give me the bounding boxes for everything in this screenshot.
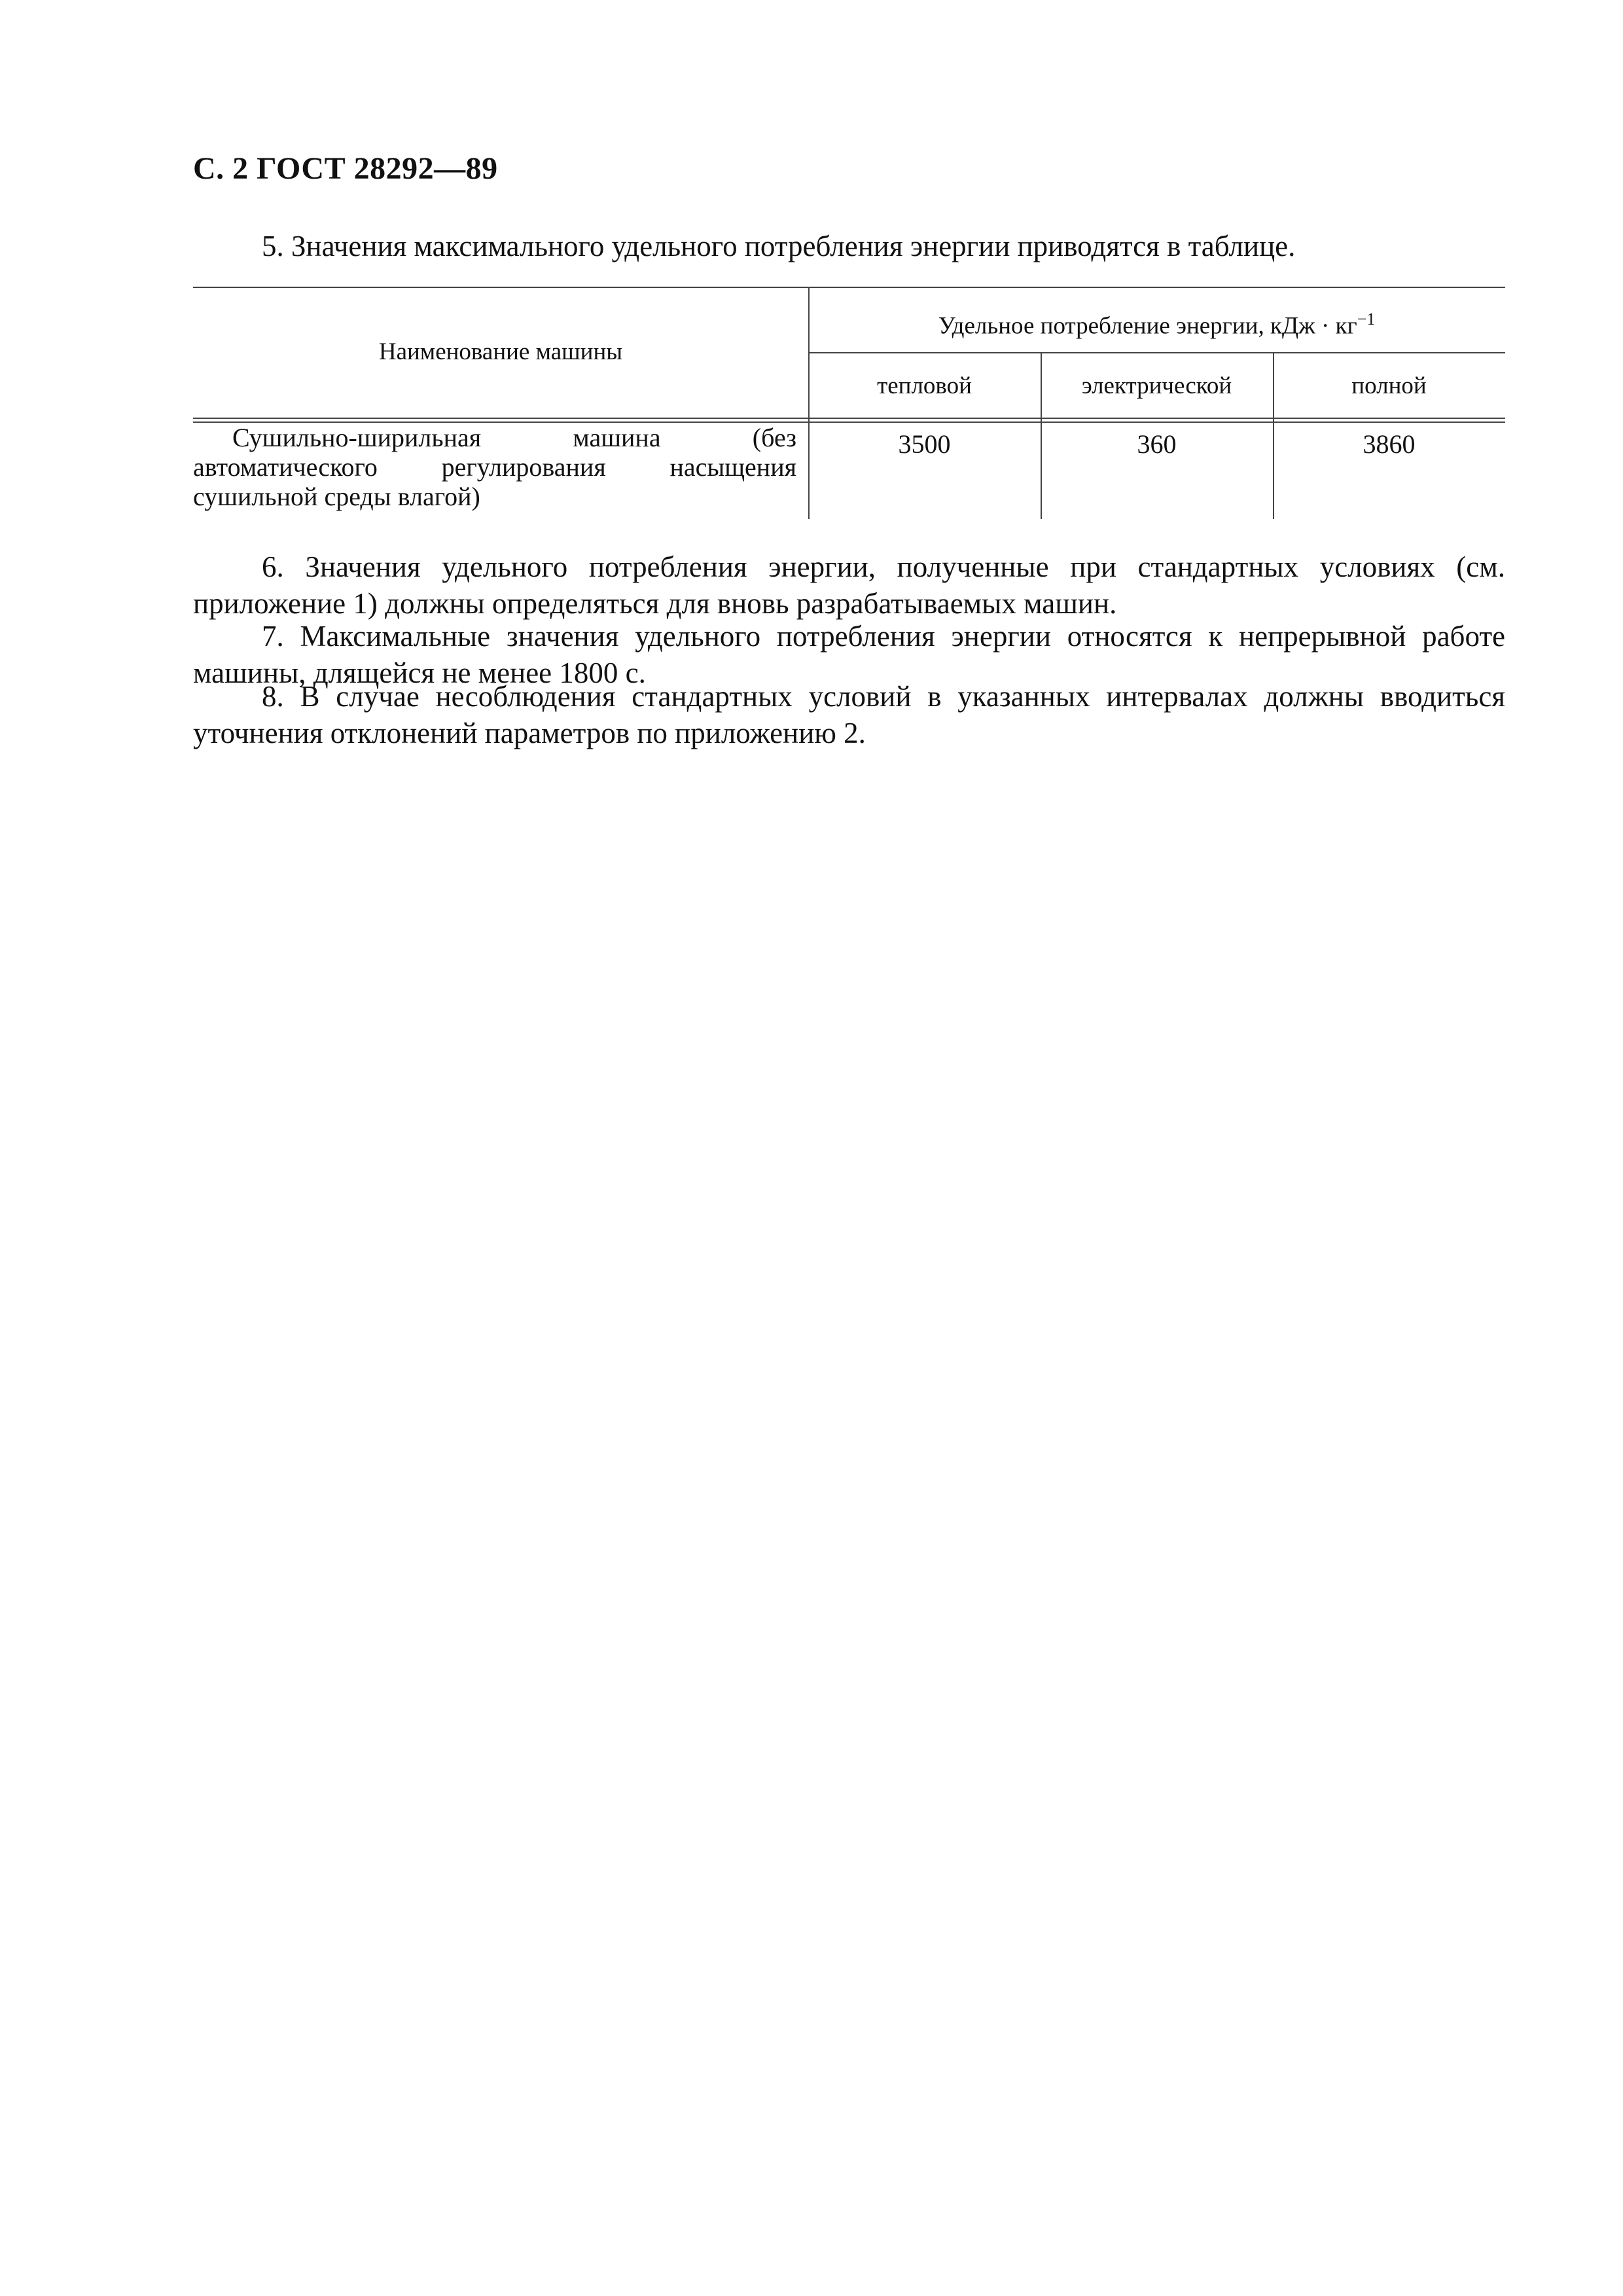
group-header-text: Удельное потребление энергии, кДж · кг xyxy=(938,312,1357,340)
subheader-electric: электрической xyxy=(1081,372,1232,399)
paragraph-7: 7. Максимальные значения удельного потребления энергии относятся к непрерывной работе машины, длящейся не менее 1800 с. xyxy=(193,620,1505,689)
paragraph-8: 8. В случае несоблюдения стандартных условий в указанных интервалах должны вводиться уточнения отклонений параметров по приложению 2. xyxy=(193,680,1505,749)
subheader-thermal: тепловой xyxy=(877,372,972,399)
table-top-rule xyxy=(193,287,1505,288)
page-header: С. 2 ГОСТ 28292—89 xyxy=(193,151,498,186)
table-row-name: Сушильно-ширильная машина (без автоматического регулирования насыщения сушильной среды влагой) xyxy=(193,423,796,511)
subheader-total: полной xyxy=(1351,372,1427,399)
value-electric: 360 xyxy=(1137,429,1177,459)
header-rule-1 xyxy=(193,418,1505,419)
value-thermal: 3500 xyxy=(898,429,951,459)
group-header xyxy=(808,305,1505,340)
paragraph-6: 6. Значения удельного потребления энергии, полученные при стандартных условиях (см. приложение 1) должны определяться для вновь разрабатываемых машин. xyxy=(193,550,1505,620)
energy-table xyxy=(193,287,1505,519)
group-header-exponent: −1 xyxy=(1357,310,1376,329)
col-name-header: Наименование машины xyxy=(378,338,623,365)
group-header-rule xyxy=(808,352,1505,353)
value-total: 3860 xyxy=(1363,429,1416,459)
paragraph-5: 5. Значения максимального удельного потребления энергии приводятся в таблице. xyxy=(262,230,1296,262)
